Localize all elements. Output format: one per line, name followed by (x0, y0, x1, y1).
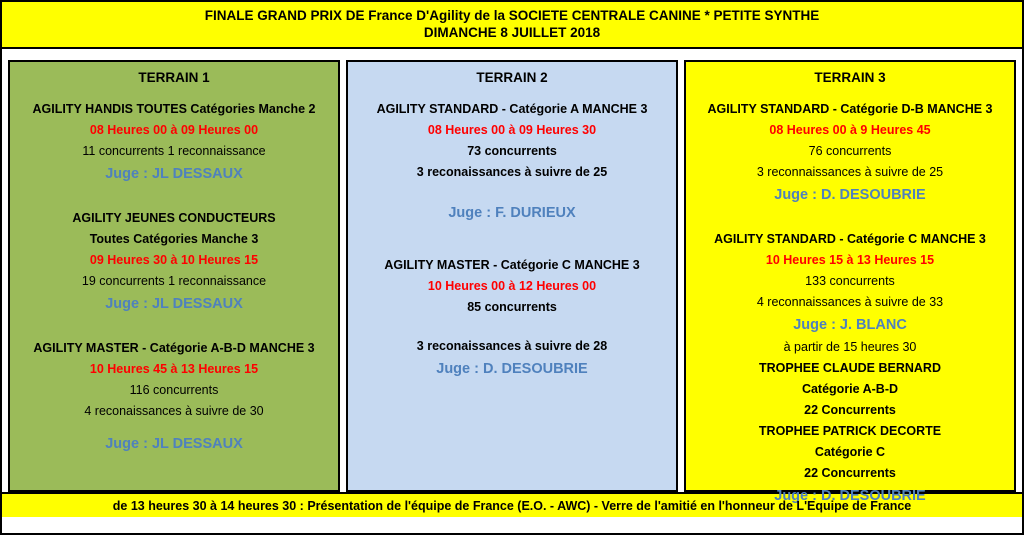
event-name: AGILITY STANDARD - Catégorie A MANCHE 3 (376, 102, 648, 116)
event-recognitions: 3 reconaissances à suivre de 25 (416, 165, 608, 179)
terrain-1-block-2 (16, 208, 332, 316)
terrain-1-block-1 (16, 99, 332, 186)
terrain-3-block-2 (692, 229, 1008, 508)
event-judge: Juge : D. DESOUBRIE (774, 187, 926, 203)
terrain-column-1 (8, 60, 340, 492)
header-title-line-1: FINALE GRAND PRIX DE France D'Agility de la SOCIETE CENTRALE CANINE * PETITE SYNTHE (204, 8, 820, 23)
event-time: 08 Heures 00 à 09 Heures 30 (427, 123, 597, 137)
event-competitors: 85 concurrents (467, 300, 557, 314)
terrain-2-block-2 (354, 255, 670, 381)
trophy-category-1: Catégorie A-B-D (801, 382, 899, 396)
block-spacer (354, 229, 670, 255)
terrain-2-block-1 (354, 99, 670, 225)
terrain-column-2 (346, 60, 678, 492)
event-competitors: 11 concurrents 1 reconnaissance (82, 144, 266, 158)
event-judge: Juge : JL DESSAUX (105, 166, 243, 182)
terrain-column-3 (684, 60, 1016, 504)
event-recognitions: 4 reconnaissances à suivre de 33 (756, 295, 944, 309)
event-judge: Juge : JL DESSAUX (105, 436, 243, 452)
event-competitors: 73 concurrents (467, 144, 557, 158)
event-time: 08 Heures 00 à 09 Heures 00 (89, 123, 259, 137)
event-competitors: 133 concurrents (805, 274, 895, 288)
trophy-name-1: TROPHEE CLAUDE BERNARD (759, 361, 941, 375)
header-spacer (2, 49, 1022, 60)
trophy-name-2: TROPHEE PATRICK DECORTE (758, 424, 942, 438)
recognitions-spacer (354, 318, 670, 336)
event-name: AGILITY JEUNES CONDUCTEURS (72, 211, 276, 225)
event-name: AGILITY STANDARD - Catégorie D-B MANCHE 3 (707, 102, 993, 116)
event-time: 10 Heures 15 à 13 Heures 15 (765, 253, 935, 267)
event-time: 09 Heures 30 à 10 Heures 15 (89, 253, 259, 267)
event-time: 08 Heures 00 à 9 Heures 45 (769, 123, 931, 137)
event-recognitions: 3 reconnaissances à suivre de 25 (756, 165, 944, 179)
block-spacer (692, 211, 1008, 229)
poster-header (2, 2, 1022, 49)
block-spacer (16, 320, 332, 338)
event-competitors: 76 concurrents (808, 144, 892, 158)
event-time: 10 Heures 45 à 13 Heures 15 (89, 362, 259, 376)
event-time: 10 Heures 00 à 12 Heures 00 (427, 279, 597, 293)
judge-spacer (354, 183, 670, 201)
event-name: AGILITY MASTER - Catégorie A-B-D MANCHE 3 (33, 341, 315, 355)
header-title-line-2: DIMANCHE 8 JUILLET 2018 (423, 25, 601, 40)
terrain-3-title: TERRAIN 3 (814, 70, 886, 85)
terrain-columns (2, 60, 1022, 504)
event-judge: Juge : JL DESSAUX (105, 296, 243, 312)
event-competitors: 116 concurrents (129, 383, 219, 397)
event-judge: Juge : J. BLANC (793, 317, 907, 333)
event-name: AGILITY HANDIS TOUTES Catégories Manche 2 (32, 102, 316, 116)
terrain-2-title: TERRAIN 2 (476, 70, 548, 85)
block-spacer (16, 190, 332, 208)
event-competitors: 19 concurrents 1 reconnaissance (81, 274, 267, 288)
terrain-1-block-3 (16, 338, 332, 456)
terrain-3-block-1 (692, 99, 1008, 207)
poster-footer: de 13 heures 30 à 14 heures 30 : Présentation de l'équipe de France (E.O. - AWC) - Verre de l'amitié en l'honneur de L'Equipe de France (2, 492, 1022, 517)
event-name: AGILITY MASTER - Catégorie C MANCHE 3 (384, 258, 640, 272)
trophy-start-time: à partir de 15 heures 30 (783, 340, 917, 354)
event-name: AGILITY STANDARD - Catégorie C MANCHE 3 (714, 232, 986, 246)
event-judge: Juge : F. DURIEUX (448, 205, 576, 221)
event-category: Toutes Catégories Manche 3 (89, 232, 259, 246)
judge-spacer (16, 422, 332, 432)
trophy-judge: Juge : D. DESOUBRIE (774, 488, 926, 504)
trophy-competitors-2: 22 Concurrents (804, 466, 896, 480)
event-judge: Juge : D. DESOUBRIE (436, 361, 588, 377)
trophy-competitors-1: 22 Concurrents (804, 403, 896, 417)
event-recognitions: 4 reconaissances à suivre de 30 (84, 404, 264, 418)
event-recognitions: 3 reconaissances à suivre de 28 (416, 339, 608, 353)
trophy-category-2: Catégorie C (814, 445, 886, 459)
terrain-1-title: TERRAIN 1 (138, 70, 210, 85)
